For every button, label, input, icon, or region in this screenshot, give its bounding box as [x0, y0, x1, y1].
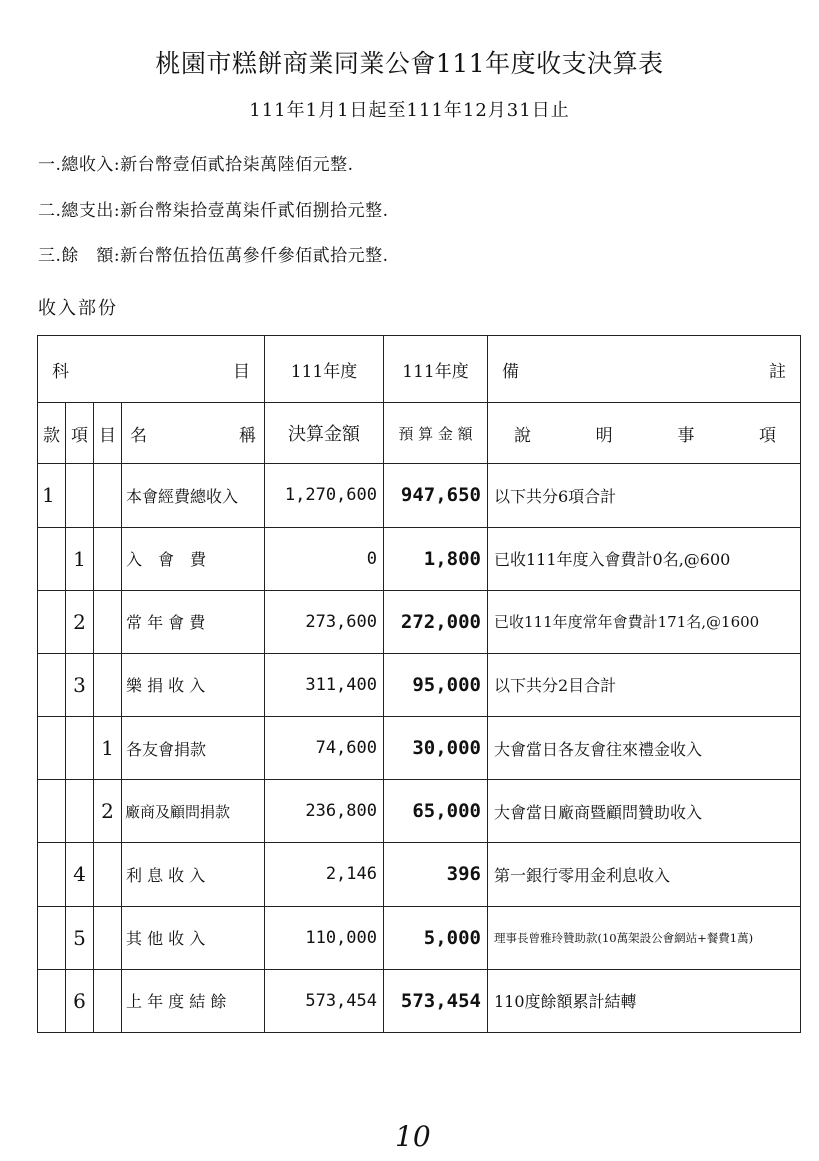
- cell-remark: 理事長曾雅玲贊助款(10萬架設公會網站+餐費1萬): [488, 906, 801, 969]
- cell-kuan: [38, 843, 66, 906]
- header-desc-1: 說: [514, 425, 531, 446]
- header-mu: 目: [94, 403, 122, 464]
- cell-kuan: [38, 590, 66, 653]
- header-remarks-left: 備: [502, 361, 519, 382]
- cell-budget: 573,454: [384, 969, 488, 1032]
- cell-actual: 0: [265, 527, 384, 590]
- cell-xiang: [66, 717, 94, 780]
- cell-mu: [94, 590, 122, 653]
- cell-budget: 396: [384, 843, 488, 906]
- cell-xiang: 4: [66, 843, 94, 906]
- cell-mu: [94, 843, 122, 906]
- cell-xiang: 2: [66, 590, 94, 653]
- cell-remark: 大會當日廠商暨顧問贊助收入: [488, 780, 801, 843]
- table-row: [38, 653, 801, 716]
- header-xiang: 項: [66, 403, 94, 464]
- header-desc-2: 明: [595, 425, 613, 446]
- table-row: [38, 590, 801, 653]
- cell-remark: 已收111年度常年會費計171名,@1600: [488, 590, 801, 653]
- header-row-1: [38, 336, 801, 403]
- cell-remark: 110度餘額累計結轉: [488, 969, 801, 1032]
- summary-label: 二.總支出: [38, 201, 114, 221]
- cell-remark: 大會當日各友會往來禮金收入: [488, 717, 801, 780]
- cell-budget: 30,000: [384, 717, 488, 780]
- summary-label: 一.總收入: [38, 155, 114, 175]
- header-subject: [38, 336, 265, 403]
- cell-name: 其 他 收 入: [122, 906, 265, 969]
- table-row: [38, 906, 801, 969]
- cell-kuan: [38, 527, 66, 590]
- cell-actual: 311,400: [265, 653, 384, 716]
- cell-xiang: 3: [66, 653, 94, 716]
- summary-balance: [38, 241, 389, 266]
- cell-actual: 1,270,600: [265, 464, 384, 527]
- cell-mu: [94, 969, 122, 1032]
- cell-mu: [94, 527, 122, 590]
- cell-kuan: [38, 969, 66, 1032]
- cell-xiang: 5: [66, 906, 94, 969]
- header-year-budget: 111年度: [384, 336, 488, 403]
- cell-xiang: [66, 464, 94, 527]
- summary-text: :新台幣柒拾壹萬柒仟貳佰捌拾元整.: [113, 201, 389, 221]
- period-subtitle: 111年1月1日起至111年12月31日止: [249, 100, 570, 121]
- header-remarks: [488, 336, 801, 403]
- cell-remark: 第一銀行零用金利息收入: [488, 843, 801, 906]
- cell-kuan: [38, 780, 66, 843]
- header-name-right: 稱: [239, 425, 256, 446]
- cell-kuan: 1: [38, 464, 66, 527]
- table-row: [38, 464, 801, 527]
- header-subject-right: 目: [233, 361, 250, 382]
- cell-budget: 65,000: [384, 780, 488, 843]
- header-year-actual: 111年度: [265, 336, 384, 403]
- cell-name: 廠商及顧問捐款: [122, 780, 265, 843]
- cell-name: 常 年 會 費: [122, 590, 265, 653]
- header-kuan: 款: [38, 403, 66, 464]
- header-subject-left: 科: [52, 361, 69, 382]
- cell-xiang: 1: [66, 527, 94, 590]
- cell-name: 各友會捐款: [122, 717, 265, 780]
- header-description: [488, 403, 801, 464]
- cell-actual: 2,146: [265, 843, 384, 906]
- cell-actual: 110,000: [265, 906, 384, 969]
- summary-label: 三.餘 額: [38, 246, 114, 266]
- header-remarks-right: 註: [769, 361, 786, 382]
- header-desc-3: 事: [677, 425, 695, 446]
- cell-xiang: 6: [66, 969, 94, 1032]
- cell-name: 上 年 度 結 餘: [122, 969, 265, 1032]
- income-table: [37, 335, 801, 1033]
- cell-kuan: [38, 906, 66, 969]
- cell-name: 樂 捐 收 入: [122, 653, 265, 716]
- cell-name: 入 會 費: [122, 527, 265, 590]
- cell-actual: 573,454: [265, 969, 384, 1032]
- cell-kuan: [38, 653, 66, 716]
- summary-text: :新台幣伍拾伍萬參仟參佰貳拾元整.: [113, 246, 389, 266]
- document-title: 桃園市糕餅商業同業公會111年度收支決算表: [155, 49, 664, 78]
- cell-mu: 2: [94, 780, 122, 843]
- cell-remark: 以下共分2目合計: [488, 653, 801, 716]
- table-row: [38, 843, 801, 906]
- page-number: 10: [395, 1120, 431, 1153]
- header-name: [122, 403, 265, 464]
- cell-name: 本會經費總收入: [122, 464, 265, 527]
- cell-name: 利 息 收 入: [122, 843, 265, 906]
- summary-total-expense: [38, 196, 389, 221]
- cell-actual: 236,800: [265, 780, 384, 843]
- cell-mu: [94, 464, 122, 527]
- cell-budget: 272,000: [384, 590, 488, 653]
- section-title-income: 收入部份: [38, 298, 118, 319]
- table-row: [38, 969, 801, 1032]
- header-row-2: [38, 403, 801, 464]
- cell-budget: 95,000: [384, 653, 488, 716]
- cell-mu: 1: [94, 717, 122, 780]
- header-name-left: 名: [130, 425, 147, 446]
- cell-mu: [94, 653, 122, 716]
- cell-budget: 5,000: [384, 906, 488, 969]
- table-row: [38, 527, 801, 590]
- summary-total-income: [38, 150, 354, 175]
- table-row: [38, 717, 801, 780]
- cell-budget: 1,800: [384, 527, 488, 590]
- header-actual-amount: 決算金額: [265, 403, 384, 464]
- cell-mu: [94, 906, 122, 969]
- table-row: [38, 780, 801, 843]
- cell-budget: 947,650: [384, 464, 488, 527]
- cell-remark: 已收111年度入會費計0名,@600: [488, 527, 801, 590]
- cell-kuan: [38, 717, 66, 780]
- cell-remark: 以下共分6項合計: [488, 464, 801, 527]
- cell-actual: 273,600: [265, 590, 384, 653]
- header-budget-amount: 預 算 金 額: [384, 403, 488, 464]
- header-desc-4: 項: [758, 425, 776, 446]
- cell-xiang: [66, 780, 94, 843]
- summary-text: :新台幣壹佰貳拾柒萬陸佰元整.: [113, 155, 354, 175]
- cell-actual: 74,600: [265, 717, 384, 780]
